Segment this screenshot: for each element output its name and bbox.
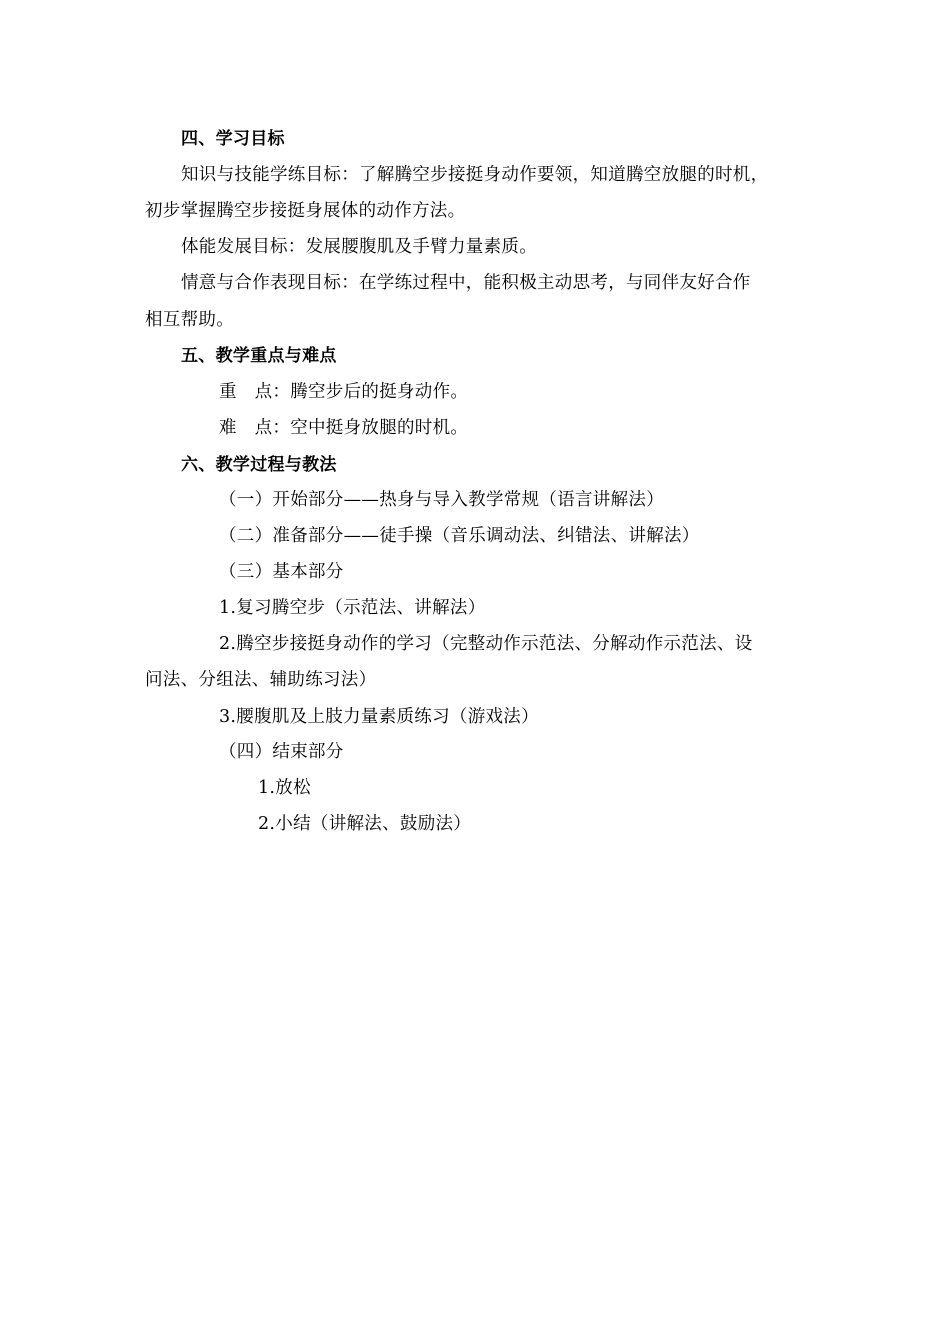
basic-item-2-line1: 2.腾空步接挺身动作的学习（完整动作示范法、分解动作示范法、设 (219, 634, 753, 654)
physical-goal: 体能发展目标：发展腰腹肌及手臂力量素质。 (181, 237, 537, 257)
emotion-goal-line2: 相互帮助。 (145, 310, 234, 330)
knowledge-goal-line1: 知识与技能学练目标：了解腾空步接挺身动作要领，知道腾空放腿的时机， (181, 165, 769, 185)
knowledge-goal-line2: 初步掌握腾空步接挺身展体的动作方法。 (145, 201, 466, 221)
section-heading-key-points: 五、教学重点与难点 (181, 346, 337, 366)
process-part-start: （一）开始部分——热身与导入教学常规（语言讲解法） (219, 490, 664, 510)
basic-item-2-line2: 问法、分组法、辅助练习法） (145, 670, 377, 690)
process-part-basic: （三）基本部分 (219, 562, 344, 582)
section-heading-learning-goals: 四、学习目标 (181, 129, 285, 149)
process-part-end: （四）结束部分 (219, 742, 344, 762)
section-heading-teaching-process: 六、教学过程与教法 (181, 455, 337, 475)
basic-item-1: 1.复习腾空步（示范法、讲解法） (219, 598, 486, 618)
end-item-2: 2.小结（讲解法、鼓励法） (258, 814, 472, 834)
basic-item-3: 3.腰腹肌及上肢力量素质练习（游戏法） (219, 707, 539, 727)
difficulty-point: 难 点：空中挺身放腿的时机。 (219, 418, 469, 438)
key-point: 重 点：腾空步后的挺身动作。 (219, 382, 469, 402)
emotion-goal-line1: 情意与合作表现目标：在学练过程中，能积极主动思考，与同伴友好合作 (181, 273, 751, 293)
end-item-1: 1.放松 (258, 778, 311, 798)
process-part-prepare: （二）准备部分——徒手操（音乐调动法、纠错法、讲解法） (219, 526, 700, 546)
